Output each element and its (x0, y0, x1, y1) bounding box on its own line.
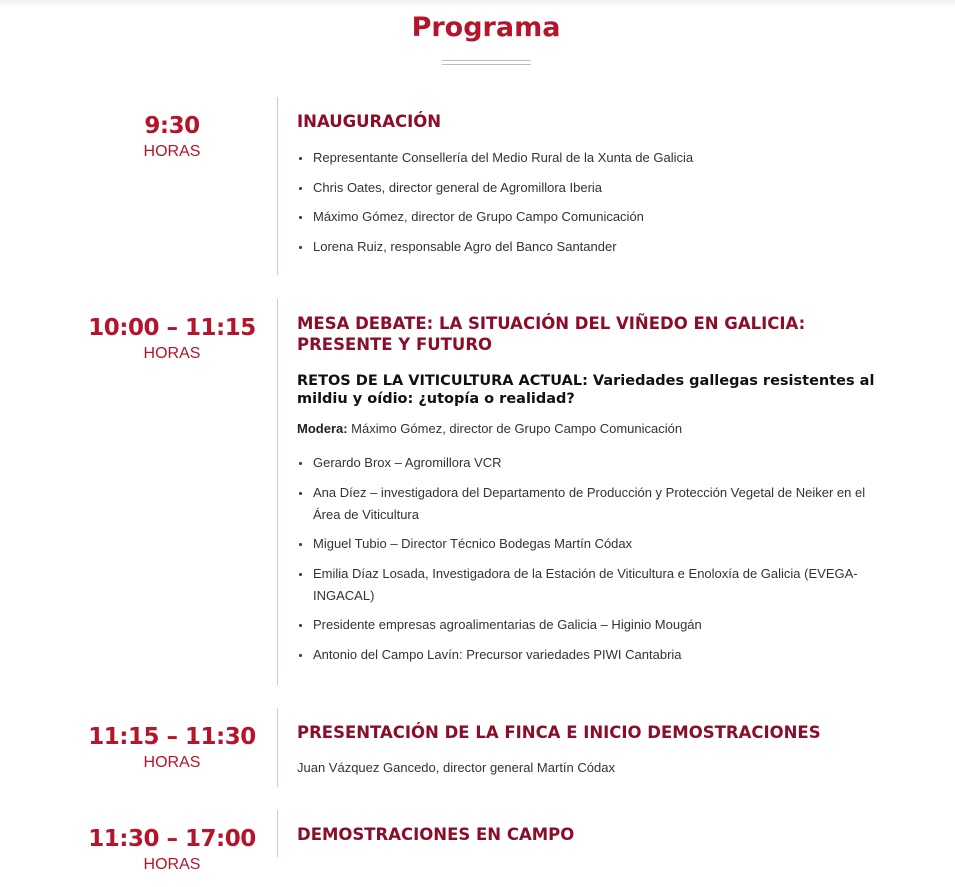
session-time-unit: HORAS (143, 856, 201, 873)
session-time: 11:15 – 11:30 (88, 724, 256, 750)
moderator-name: Máximo Gómez, director de Grupo Campo Comunicación (347, 421, 683, 436)
session-time-block (72, 314, 272, 365)
list-item: Emilia Díaz Losada, Investigadora de la Estación de Viticultura e Enoloxía de Galicia (EVEGA-INGACAL) (297, 563, 887, 607)
session-time-block (72, 825, 272, 876)
top-bar (0, 0, 955, 8)
session-divider (277, 97, 278, 275)
session-text: Juan Vázquez Gancedo, director general Martín Códax (297, 760, 615, 775)
list-item: Representante Consellería del Medio Rural de la Xunta de Galicia (297, 147, 887, 169)
session-title: PRESENTACIÓN DE LA FINCA E INICIO DEMOSTRACIONES (297, 723, 821, 742)
list-item: Miguel Tubio – Director Técnico Bodegas Martín Códax (297, 533, 887, 555)
list-item: Gerardo Brox – Agromillora VCR (297, 452, 887, 474)
session-title: INAUGURACIÓN (297, 112, 442, 131)
session-inauguracion (0, 97, 955, 277)
list-item: Antonio del Campo Lavín: Precursor variedades PIWI Cantabria (297, 644, 887, 666)
session-subtitle: RETOS DE LA VITICULTURA ACTUAL: Variedades gallegas resistentes al mildiu y oídio: ¿utopía o realidad? (297, 373, 875, 407)
session-time: 10:00 – 11:15 (88, 315, 256, 341)
session-time-unit: HORAS (143, 143, 201, 160)
page-title: Programa (411, 12, 561, 43)
speaker-list (297, 452, 887, 666)
session-divider (277, 810, 278, 857)
session-mesa-debate (0, 299, 955, 687)
title-divider (442, 60, 531, 65)
session-demostraciones (0, 810, 955, 887)
session-title: DEMOSTRACIONES EN CAMPO (297, 825, 575, 844)
session-time: 9:30 (144, 113, 200, 139)
session-divider (277, 708, 278, 787)
list-item: Ana Díez – investigadora del Departamento de Producción y Protección Vegetal de Neiker en el Área de Viticultura (297, 482, 887, 526)
speaker-list (297, 147, 887, 258)
session-time: 11:30 – 17:00 (88, 826, 256, 852)
session-divider (277, 299, 278, 685)
list-item: Máximo Gómez, director de Grupo Campo Comunicación (297, 206, 887, 228)
session-presentacion-finca (0, 708, 955, 788)
session-time-unit: HORAS (143, 754, 201, 771)
session-time-block (72, 112, 272, 163)
moderator-label: Modera: (297, 421, 348, 436)
list-item: Chris Oates, director general de Agromillora Iberia (297, 177, 887, 199)
session-time-block (72, 723, 272, 774)
moderator-line (297, 420, 887, 438)
session-time-unit: HORAS (143, 345, 201, 362)
list-item: Lorena Ruiz, responsable Agro del Banco Santander (297, 236, 887, 258)
session-title: MESA DEBATE: LA SITUACIÓN DEL VIÑEDO EN GALICIA: PRESENTE Y FUTURO (297, 314, 806, 354)
list-item: Presidente empresas agroalimentarias de Galicia – Higinio Mougán (297, 614, 887, 636)
